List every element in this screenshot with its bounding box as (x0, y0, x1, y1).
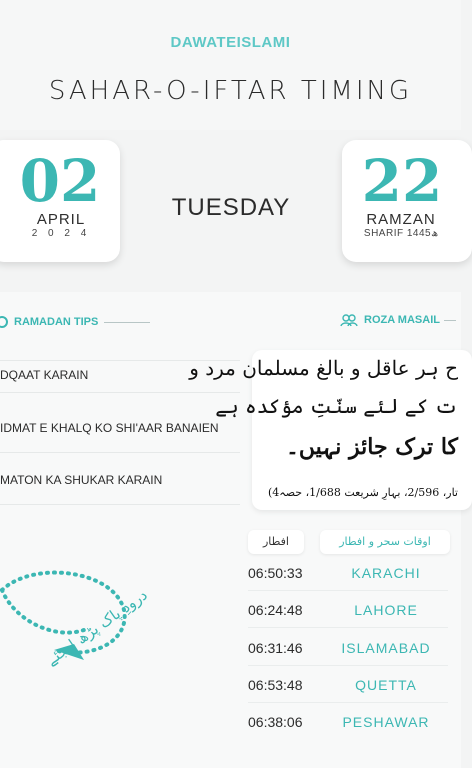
roza-masail-label: ROZA MASAIL (364, 314, 440, 326)
hijri-date-card (342, 140, 472, 262)
divider (248, 590, 448, 591)
divider (0, 504, 240, 505)
durood-calligraphy: درودِ پاک پڑھ لیجئے (42, 585, 151, 669)
masail-reference: تار، 2/596، بہارِ شریعت 1/688، حصہ4) (268, 486, 458, 499)
divider (0, 392, 240, 393)
masail-line: کا ترک جائز نہیں۔ (286, 434, 458, 460)
city-name: QUETTA (355, 677, 417, 693)
iftar-time: 06:50:33 (248, 565, 303, 581)
hijri-subtitle: SHARIF 1445ھ (363, 228, 439, 239)
hijri-month: RAMZAN (366, 211, 436, 228)
iftar-time: 06:38:06 (248, 714, 303, 730)
header (0, 0, 461, 130)
iftar-time: 06:53:48 (248, 677, 303, 693)
masail-line: ت کے لئے سنّتِ مؤکدہ ہے (215, 394, 458, 418)
divider (248, 702, 448, 703)
city-name: KARACHI (351, 565, 421, 581)
ramadan-tips-heading (0, 316, 150, 328)
divider (444, 320, 456, 321)
people-icon (340, 313, 358, 327)
hijri-day: 22 (361, 147, 443, 215)
gregorian-month: APRIL (36, 211, 86, 228)
iftar-time: 06:31:46 (248, 640, 303, 656)
gregorian-day: 02 (19, 147, 101, 215)
bullet-icon (0, 316, 8, 328)
city-name: PESHAWAR (342, 714, 430, 730)
timings-title: اوقات سحر و افطار (320, 530, 450, 554)
gregorian-date-card (0, 140, 120, 262)
divider (0, 452, 240, 453)
dawateislami-logo: DAWATEISLAMI (170, 34, 291, 51)
iftar-column-header: افطار (248, 530, 304, 554)
tip-item: DQAAT KARAIN (0, 368, 89, 382)
city-name: ISLAMABAD (341, 640, 431, 656)
tip-item: MATON KA SHUKAR KARAIN (0, 473, 163, 487)
masail-line: ح ہر عاقل و بالغ مسلمان مرد و (189, 356, 458, 380)
ramadan-tips-label: RAMADAN TIPS (14, 316, 99, 328)
iftar-time: 06:24:48 (248, 602, 303, 618)
city-name: LAHORE (354, 602, 418, 618)
roza-masail-card (189, 350, 472, 510)
divider (248, 627, 448, 628)
page-title: SAHAR-O-IFTAR TIMING (48, 76, 413, 106)
roza-masail-heading (340, 313, 456, 327)
tip-item: IDMAT E KHALQ KO SHI'AAR BANAIEN (0, 421, 219, 435)
gregorian-year: 2 0 2 4 (31, 228, 91, 239)
divider (104, 322, 150, 323)
weekday-label: TUESDAY (171, 194, 291, 221)
divider (248, 665, 448, 666)
